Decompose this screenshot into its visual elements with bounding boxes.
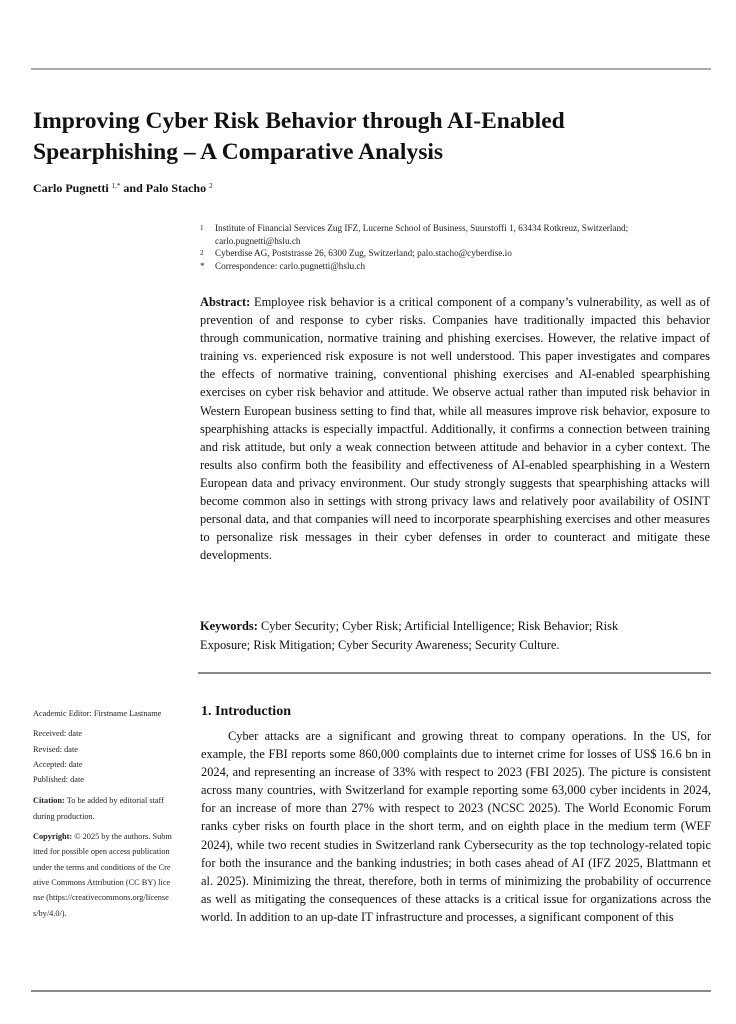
keywords	[200, 617, 670, 654]
author-affiliation-mark: 1,*	[111, 182, 121, 190]
introduction-paragraph: Cyber attacks are a significant and growing threat to company operations. In the US, for example, the FBI reports some 860,000 complaints due to internet crime for losses of US$ 16.6 bn in 2024, and representing an increase of 33% with respect to 2023 (FBI 2025). The picture is consistent across many countries, with Switzerland for example reporting some 63,000 cyber incidents in 2024, for an increase of more than 27% with respect to 2023 (NCSC 2025). The World Economic Forum ranks cyber risks on fourth place in the short term, and on eighth place in the medium term (WEF 2024), while two recent studies in Switzerland rank Cybersecurity as the top technology-related topic for both the insurance and the banking industries; in both cases ahead of AI (IFZ 2025, Blattmann et al. 2025). Minimizing the threat, therefore, both in terms of minimizing the probability of occurrence as well as mitigating the consequences of these attacks is a critical issue for organizations across the world. In addition to an up-date IT infrastructure and processes, a significant component of this	[201, 729, 711, 924]
copyright-text: © 2025 by the authors. Submitted for possible open access publication under the terms and conditions of the Creative Commons Attribution (CC BY) license (https://creativecommons.org/licenses/by/4.0/).	[33, 832, 172, 918]
abstract-text: Employee risk behavior is a critical component of a company’s vulnerability, as well as of prevention of and response to cyber risks. Companies have traditionally impacted this behavior through communication, normative training and phishing exercises. However, the relative impact of training vs. experienced risk exposure is not well understood. This paper investigates and compares the effects of normative training, conventional phishing exercises and AI-enabled spearphishing exercises on cyber risk behavior and attitude. We observe actual rather than imputed risk behavior in Western European business setting to find that, while all measures improve risk behavior, exposure to spearphishing attacks is especially impactful. Additionally, it confirms a connection between training and risk attitude, but only a weak connection between attitude and behavior in a cyber context. The results also confirm both the feasibility and effectiveness of AI-enabled spearphishing in a Western European data and privacy environment. Our study strongly suggests that spearphishing attacks will become common also in settings with strong privacy laws and relatively poor availability of OSINT personal data, and that companies will need to incorporate spearphishing exercises and other measures to personalize risk messages in their cyber defenses in order to counteract and mitigate these developments.	[200, 295, 710, 563]
section-divider	[198, 672, 711, 674]
section-heading-introduction: 1. Introduction	[201, 704, 291, 719]
footer-rule	[31, 990, 711, 992]
author-list	[33, 181, 213, 196]
author-joiner: and	[120, 181, 146, 195]
author-name: Carlo Pugnetti	[33, 181, 109, 195]
header-rule	[31, 68, 711, 70]
abstract	[200, 293, 710, 564]
author-affiliation-mark: 2	[209, 182, 213, 190]
abstract-label: Abstract:	[200, 295, 251, 309]
affiliations	[200, 222, 705, 272]
received-date: Received: date	[33, 729, 83, 739]
affiliation-mark: 2	[200, 249, 204, 257]
keywords-text: Cyber Security; Cyber Risk; Artificial Intelligence; Risk Behavior; Risk Exposure; Risk Mitigation; Cyber Security Awareness; Security Culture.	[200, 619, 619, 652]
copyright-label: Copyright:	[33, 832, 73, 842]
correspondence-mark: *	[200, 260, 205, 271]
paper-title: Improving Cyber Risk Behavior through AI-Enabled Spearphishing – A Comparative Analysis	[33, 108, 565, 165]
copyright	[33, 829, 173, 921]
affiliation-text: Institute of Financial Services Zug IFZ, Lucerne School of Business, Suurstoffi 1, 63434 Rotkreuz, Switzerland; carlo.pugnetti@hslu.ch	[215, 223, 629, 246]
affiliation-mark: 1	[200, 224, 204, 232]
published-date: Published: date	[33, 775, 84, 785]
publication-dates	[33, 726, 173, 787]
affiliation-text: Cyberdise AG, Poststrasse 26, 6300 Zug, Switzerland; palo.stacho@cyberdise.io	[215, 248, 512, 258]
affiliation-item	[200, 222, 705, 247]
correspondence-item	[200, 260, 705, 273]
academic-editor: Academic Editor: Firstname Lastname	[33, 709, 162, 718]
author-name: Palo Stacho	[145, 181, 207, 195]
accepted-date: Accepted: date	[33, 759, 83, 769]
citation	[33, 793, 173, 824]
affiliation-item	[200, 247, 705, 260]
correspondence-text: Correspondence: carlo.pugnetti@hslu.ch	[215, 260, 366, 271]
revised-date: Revised: date	[33, 744, 78, 754]
publication-sidebar	[33, 706, 173, 926]
keywords-label: Keywords:	[200, 619, 258, 633]
citation-label: Citation:	[33, 796, 65, 806]
citation-text: To be added by editorial staff during production.	[33, 796, 164, 821]
